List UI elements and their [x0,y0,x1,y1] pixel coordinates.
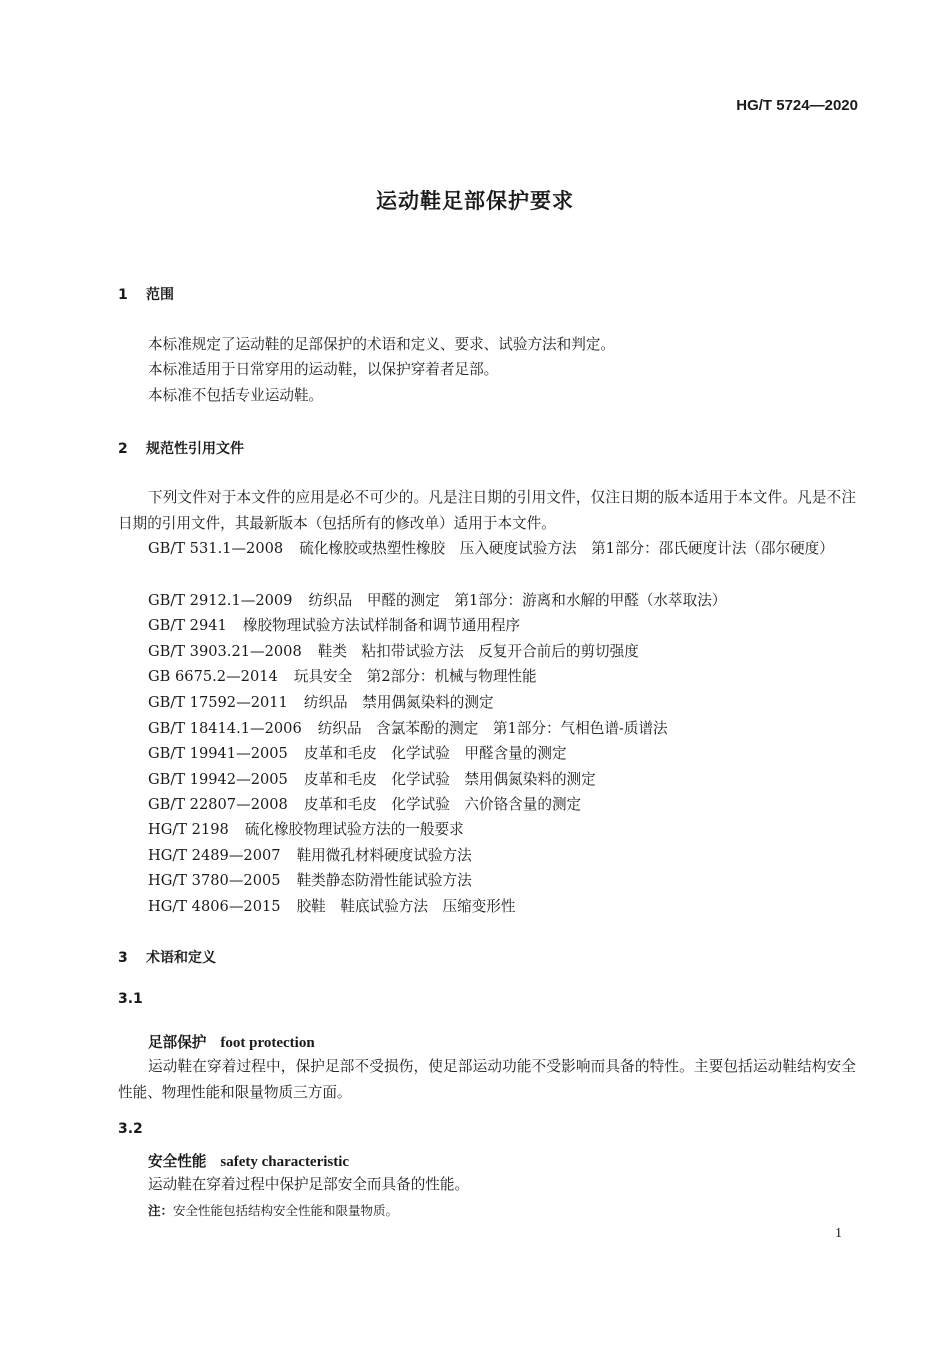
section-2-heading [118,438,244,458]
reference-item [148,817,464,843]
reference-title: 纺织品 甲醛的测定 第1部分：游离和水解的甲醛（水萃取法） [308,592,727,609]
reference-item [148,894,515,920]
paragraph: 下列文件对于本文件的应用是必不可少的。凡是注日期的引用文件，仅注日期的版本适用于本文件。凡是不注日期的引用文件，其最新版本（包括所有的修改单）适用于本文件。 [118,489,856,532]
note [148,1201,398,1219]
reference-code: GB/T 19942—2005 [148,771,288,788]
term [148,1031,315,1052]
reference-code: HG/T 4806—2015 [148,898,281,915]
reference-code: HG/T 2198 [148,821,229,838]
term [148,1150,349,1171]
term-cn: 安全性能 [148,1153,207,1170]
reference-title: 纺织品 禁用偶氮染料的测定 [303,694,494,711]
reference-code: GB/T 19941—2005 [148,745,288,762]
reference-title: 硫化橡胶物理试验方法的一般要求 [244,821,464,838]
reference-title: 鞋类静态防滑性能试验方法 [296,872,472,889]
reference-code: HG/T 2489—2007 [148,847,281,864]
reference-code: GB 6675.2—2014 [148,668,278,685]
term-en: safety characteristic [220,1154,350,1170]
section-number: 2 [118,441,128,457]
reference-item [148,716,668,742]
reference-title: 玩具安全 第2部分：机械与物理性能 [293,668,537,685]
reference-code: GB/T 3903.21—2008 [148,643,302,660]
reference-title: 皮革和毛皮 化学试验 六价铬含量的测定 [303,796,582,813]
reference-title: 鞋类 粘扣带试验方法 反复开合前后的剪切强度 [317,643,639,660]
term-en: foot protection [220,1035,315,1051]
reference-title: 硫化橡胶或热塑性橡胶 压入硬度试验方法 第1部分：邵氏硬度计法（邵尔硬度） [299,540,834,557]
reference-code: HG/T 3780—2005 [148,872,281,889]
note-text: 安全性能包括结构安全性能和限量物质。 [173,1203,399,1218]
section-1-heading [118,284,174,304]
reference-item [148,613,520,639]
definition: 运动鞋在穿着过程中，保护足部不受损伤，使足部运动功能不受影响而具备的特性。主要包括运动鞋结构安全性能、物理性能和限量物质三方面。 [118,1058,856,1101]
standard-number: HG/T 5724—2020 [736,97,858,114]
reference-item [148,792,581,818]
reference-title: 皮革和毛皮 化学试验 禁用偶氮染料的测定 [303,771,596,788]
reference-item [118,536,856,562]
reference-item [148,588,726,614]
reference-item [148,664,537,690]
section-3-heading [118,947,216,967]
reference-code: GB/T 2912.1—2009 [148,592,293,609]
reference-title: 皮革和毛皮 化学试验 甲醛含量的测定 [303,745,567,762]
section-title: 范围 [146,287,174,303]
section-number: 3 [118,950,128,966]
reference-item [148,690,494,716]
reference-item [148,741,567,767]
paragraph: 本标准规定了运动鞋的足部保护的术语和定义、要求、试验方法和判定。 [148,336,616,353]
reference-item [148,868,472,894]
reference-code: GB/T 17592—2011 [148,694,288,711]
section-number: 1 [118,287,128,303]
reference-title: 纺织品 含氯苯酚的测定 第1部分：气相色谱-质谱法 [317,720,668,737]
reference-item [148,843,472,869]
reference-code: GB/T 531.1—2008 [148,540,284,557]
section-title: 术语和定义 [146,950,216,966]
section-title: 规范性引用文件 [146,441,244,457]
note-label: 注： [148,1203,174,1218]
reference-item [148,767,596,793]
reference-code: GB/T 18414.1—2006 [148,720,302,737]
reference-code: GB/T 22807—2008 [148,796,288,813]
page-number: 1 [835,1226,842,1241]
definition: 运动鞋在穿着过程中保护足部安全而具备的性能。 [148,1176,470,1193]
reference-title: 橡胶物理试验方法试样制备和调节通用程序 [242,617,521,634]
reference-code: GB/T 2941 [148,617,227,634]
reference-title: 胶鞋 鞋底试验方法 压缩变形性 [296,898,516,915]
reference-title: 鞋用微孔材料硬度试验方法 [296,847,472,864]
clause-number: 3.1 [118,991,143,1007]
term-cn: 足部保护 [148,1034,207,1051]
document-title: 运动鞋足部保护要求 [376,189,574,213]
paragraph: 本标准不包括专业运动鞋。 [148,387,324,404]
clause-number: 3.2 [118,1121,143,1137]
reference-item [148,639,639,665]
paragraph: 本标准适用于日常穿用的运动鞋，以保护穿着者足部。 [148,361,499,378]
